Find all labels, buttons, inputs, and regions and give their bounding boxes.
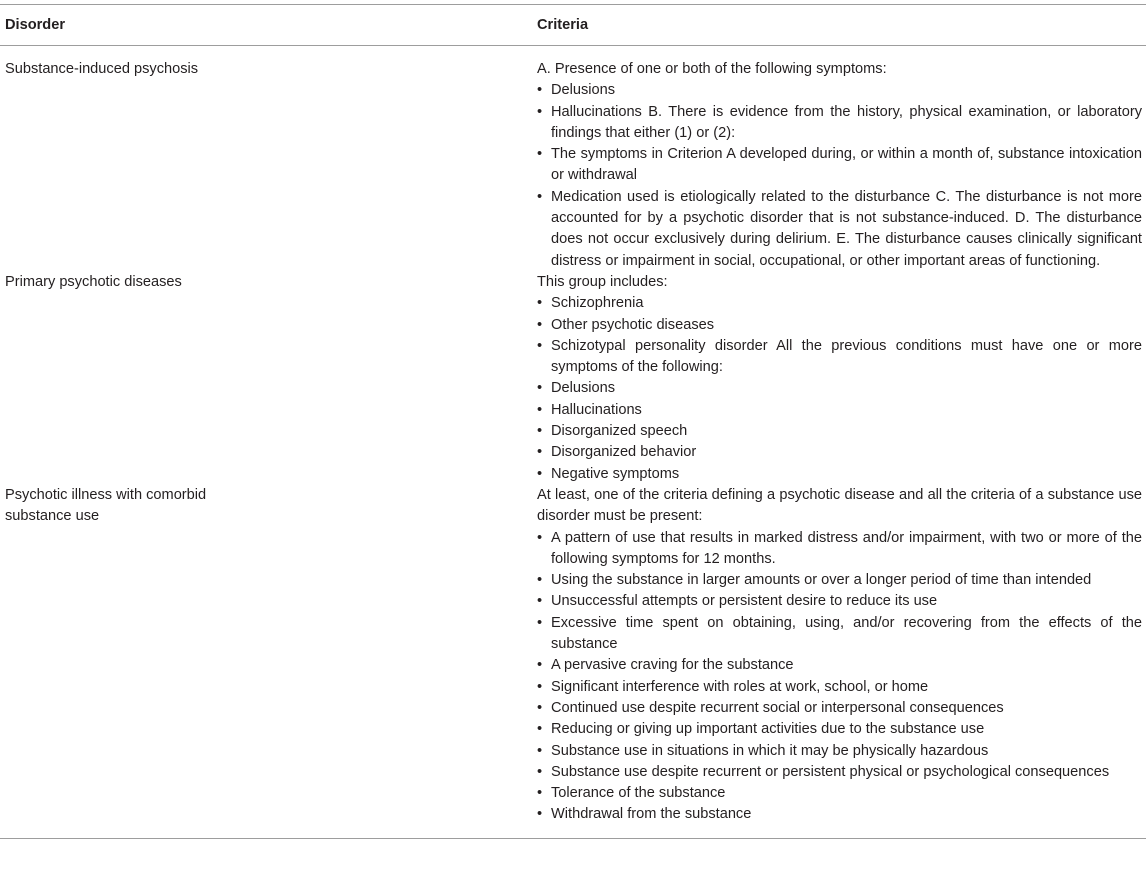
criteria-list-item [537,102,1142,145]
bullet-icon: • [537,423,543,440]
criteria-item-text: Disorganized behavior [551,444,697,461]
bullet-icon: • [537,529,543,546]
bullet-icon: • [537,699,543,716]
bullet-icon: • [537,401,543,418]
criteria-list [537,80,1142,272]
criteria-list-item [537,591,1142,612]
bullet-icon: • [537,678,543,695]
criteria-list [537,293,1142,485]
criteria-list-item [537,464,1142,485]
criteria-item-text: Using the substance in larger amounts or over a longer period of time than intended [551,572,1092,589]
bullet-icon: • [537,614,543,631]
criteria-list-item [537,655,1142,676]
criteria-item-text: Withdrawal from the substance [551,806,752,823]
criteria-item-text: Disorganized speech [551,423,688,440]
bullet-icon: • [537,593,543,610]
disorder-name: Psychotic illness with comorbid substance use [5,486,207,525]
criteria-list-item [537,421,1142,442]
disorder-cell [0,59,537,272]
disorder-cell [0,272,537,485]
criteria-list [537,528,1142,826]
criteria-list-item [537,315,1142,336]
criteria-list-item [537,80,1142,101]
header-disorder: Disorder [5,17,66,33]
bullet-icon: • [537,444,543,461]
criteria-list-item [537,378,1142,399]
criteria-item-text: Reducing or giving up important activities due to the substance use [551,721,985,738]
criteria-item-text: The symptoms in Criterion A developed during, or within a month of, substance intoxication or withdrawal [551,146,1142,184]
criteria-item-text: Other psychotic diseases [551,316,715,333]
criteria-cell [537,59,1142,272]
bullet-icon: • [537,763,543,780]
bullet-icon: • [537,295,543,312]
bullet-icon: • [537,103,543,120]
bullet-icon: • [537,380,543,397]
criteria-list-item [537,698,1142,719]
criteria-list-item [537,570,1142,591]
criteria-list-item [537,719,1142,740]
disorder-cell [0,485,537,826]
criteria-item-text: Unsuccessful attempts or persistent desire to reduce its use [551,593,938,610]
disorder-name: Substance-induced psychosis [5,61,199,77]
bullet-icon: • [537,785,543,802]
criteria-list-item [537,677,1142,698]
criteria-list-item [537,762,1142,783]
bullet-icon: • [537,721,543,738]
bullet-icon: • [537,316,543,333]
criteria-intro: At least, one of the criteria defining a psychotic disease and all the criteria of a substance use disorder must be present: [537,486,1142,525]
criteria-item-text: Negative symptoms [551,465,680,482]
table-header-row [0,5,1146,45]
table-row [0,272,1146,485]
criteria-table [0,4,1146,839]
bullet-icon: • [537,657,543,674]
criteria-list-item [537,442,1142,463]
criteria-list-item [537,293,1142,314]
bullet-icon: • [537,337,543,354]
criteria-intro: A. Presence of one or both of the following symptoms: [537,61,887,77]
criteria-item-text: Delusions [551,82,616,99]
bullet-icon: • [537,572,543,589]
header-criteria: Criteria [537,17,589,33]
table-row [0,59,1146,272]
bullet-icon: • [537,188,543,205]
criteria-item-text: Schizotypal personality disorder All the previous conditions must have one or more symptoms of the following: [551,337,1142,376]
criteria-item-text: Tolerance of the substance [551,785,726,802]
criteria-item-text: Hallucinations [551,401,642,418]
criteria-list-item [537,783,1142,804]
criteria-list-item [537,144,1142,187]
criteria-item-text: Significant interference with roles at work, school, or home [551,678,929,695]
criteria-list-item [537,528,1142,571]
disorder-name: Primary psychotic diseases [5,273,182,290]
criteria-list-item [537,187,1142,272]
criteria-intro: This group includes: [537,273,668,290]
criteria-item-text: Substance use in situations in which it may be physically hazardous [551,742,989,759]
criteria-item-text: Schizophrenia [551,295,644,312]
bullet-icon: • [537,465,543,482]
criteria-item-text: A pattern of use that results in marked distress and/or impairment, with two or more of the following symptoms for 12 months. [551,529,1142,567]
table-bottom-rule [0,838,1146,839]
table-row [0,485,1146,826]
criteria-cell [537,485,1142,826]
bullet-icon: • [537,806,543,823]
criteria-item-text: Substance use despite recurrent or persistent physical or psychological consequences [551,763,1110,780]
criteria-list-item [537,741,1142,762]
criteria-list-item [537,613,1142,656]
criteria-cell [537,272,1142,485]
criteria-list-item [537,400,1142,421]
criteria-item-text: Medication used is etiologically related to the disturbance C. The disturbance is not more accounted for by a psychotic disorder that is not substance-induced. D. The disturbance does not occur exclusively during delirium. E. The disturbance causes clinically significant distress or impairment in social, occupational, or other important areas of functioning. [551,188,1142,269]
criteria-list-item [537,336,1142,379]
table-body [0,46,1146,838]
criteria-item-text: Continued use despite recurrent social or interpersonal consequences [551,699,1004,716]
bullet-icon: • [537,146,543,163]
criteria-list-item [537,804,1142,825]
criteria-item-text: Hallucinations B. There is evidence from the history, physical examination, or laboratory findings that either (1) or (2): [551,103,1142,141]
criteria-item-text: Delusions [551,380,616,397]
bullet-icon: • [537,742,543,759]
criteria-item-text: A pervasive craving for the substance [551,657,794,674]
bullet-icon: • [537,82,543,99]
criteria-item-text: Excessive time spent on obtaining, using, and/or recovering from the effects of the substance [551,614,1142,653]
